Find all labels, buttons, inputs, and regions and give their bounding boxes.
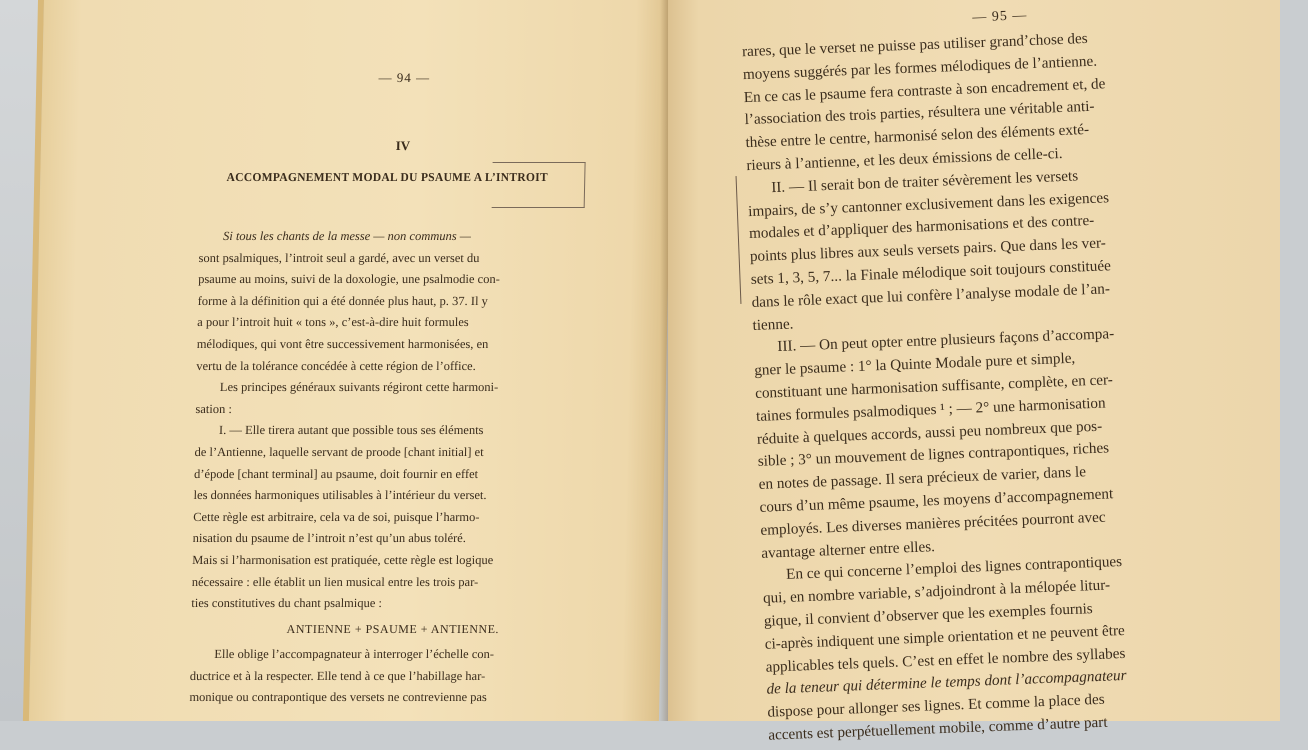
text-line: applicables tels quels. C’est en effet le nombre des syllabes (765, 644, 1126, 676)
text-line: constituant une harmonisation suffisante, complète, en cer- (754, 371, 1114, 402)
left-page (23, 0, 674, 721)
formula-line: ANTIENNE + PSAUME + ANTIENNE. (286, 621, 500, 636)
right-page-text (668, 0, 1308, 750)
page-number-right: — 95 — (972, 8, 1028, 26)
text-line: de la teneur qui détermine le temps dont l’accompagnateur (766, 667, 1127, 699)
text-line: Les principes généraux suivants régiront cette harmoni- (219, 380, 499, 395)
text-line: dans le rôle exact que lui confère l’analyse modale de l’an- (751, 280, 1111, 311)
text-line: moyens suggérés par les formes mélodiques de l’antienne. (742, 52, 1098, 83)
text-line: III. — On peut opter entre plusieurs façons d’accompa- (777, 325, 1115, 356)
text-line: sont psalmiques, l’introit seul a gardé, avec un verset du (198, 250, 480, 265)
text-line: ties constitutives du chant psalmique : (191, 596, 383, 611)
text-line: avantage alterner entre elles. (760, 537, 936, 562)
text-line: Si tous les chants de la messe — non communs — (222, 229, 472, 243)
text-line: ductrice et à la respecter. Elle tend à ce que l’habillage har- (189, 668, 486, 683)
text-line: Mais si l’harmonisation est pratiquée, cette règle est logique (192, 552, 494, 567)
text-line: employés. Les diverses manières précitées pourront avec (760, 508, 1106, 539)
text-line: accents est perpétuellement mobile, comme d’autre part (767, 713, 1108, 744)
text-line: points plus libres aux seuls versets pairs. Que dans les ver- (749, 234, 1107, 266)
text-line: I. — Elle tirera autant que possible tous ses éléments (218, 423, 484, 438)
text-line: modales et d’appliquer des harmonisations et des contre- (748, 212, 1095, 243)
text-line: psaume au moins, suivi de la doxologie, une psalmodie con- (198, 272, 500, 287)
text-line: II. — Il serait bon de traiter sévèrement les versets (770, 167, 1079, 196)
text-line: cours d’un même psaume, les moyens d’accompagnement (759, 485, 1114, 516)
text-line: en notes de passage. Il sera précieux de varier, dans le (758, 463, 1087, 494)
text-line: de l’Antienne, laquelle servant de proode [chant initial] et (194, 444, 484, 459)
page-number-left: — 94 — (378, 70, 431, 85)
text-line: qui, en nombre variable, s’adjoindront à la mélopée litur- (762, 576, 1111, 607)
text-line: sible ; 3° un mouvement de lignes contrapontiques, riches (757, 439, 1110, 471)
text-line: thèse entre le centre, harmonisé selon des éléments exté- (745, 121, 1090, 152)
text-line: réduite à quelques accords, aussi peu nombreux que pos- (756, 417, 1103, 448)
text-line: impairs, de s’y cantonner exclusivement dans les exigences (747, 188, 1110, 220)
pencil-box-mark (492, 162, 586, 208)
text-line: l’association des trois parties, résultera une véritable anti- (744, 98, 1095, 129)
chapter-number: IV (395, 138, 411, 153)
text-line: gique, il convient d’observer que les exemples fournis (763, 600, 1093, 630)
text-line: d’épode [chant terminal] au psaume, doit fournir en effet (193, 466, 479, 481)
text-line: ci-après indiquent une simple orientation et ne peuvent être (764, 621, 1126, 653)
text-line: monique ou contrapontique des versets ne contrevienne pas (189, 690, 488, 705)
right-page (668, 0, 1280, 744)
text-line: En ce cas le psaume fera contraste à son encadrement et, de (743, 74, 1106, 106)
text-line: nécessaire : elle établit un lien musical entre les trois par- (191, 574, 479, 589)
chapter-heading: ACCOMPAGNEMENT MODAL DU PSAUME A L’INTROIT (226, 171, 549, 185)
text-line: tienne. (752, 314, 794, 334)
text-line: sets 1, 3, 5, 7... la Finale mélodique soit toujours constituée (750, 257, 1112, 288)
text-line: dispose pour allonger ses lignes. Et comme la place des (767, 690, 1105, 721)
text-line: En ce qui concerne l’emploi des lignes contrapontiques (785, 553, 1123, 584)
text-line: vertu de la tolérance concédée à cette région de l’office. (196, 358, 476, 373)
text-line: taines formules psalmodiques ¹ ; — 2° une harmonisation (755, 394, 1106, 425)
text-line: rares, que le verset ne puisse pas utiliser grand’chose des (741, 29, 1088, 61)
left-page-text (29, 0, 674, 709)
text-line: mélodiques, qui vont être successivement harmonisées, en (196, 336, 489, 351)
text-line: Cette règle est arbitraire, cela va de soi, puisque l’harmo- (193, 509, 480, 524)
text-line: gner le psaume : 1° la Quinte Modale pure et simple, (753, 349, 1076, 380)
text-line: Elle oblige l’accompagnateur à interroger l’échelle con- (214, 647, 495, 662)
text-line: nisation du psaume de l’introit n’est qu’un abus toléré. (192, 531, 467, 546)
text-line: rieurs à l’antienne, et les deux émissions de celle-ci. (746, 144, 1063, 175)
text-line: forme à la définition qui a été donnée plus haut, p. 37. Il y (197, 293, 489, 308)
text-line: sation : (195, 401, 233, 416)
text-line: les données harmoniques utilisables à l’intérieur du verset. (193, 488, 487, 503)
text-line: a pour l’introit huit « tons », c’est-à-dire huit formules (197, 315, 469, 330)
